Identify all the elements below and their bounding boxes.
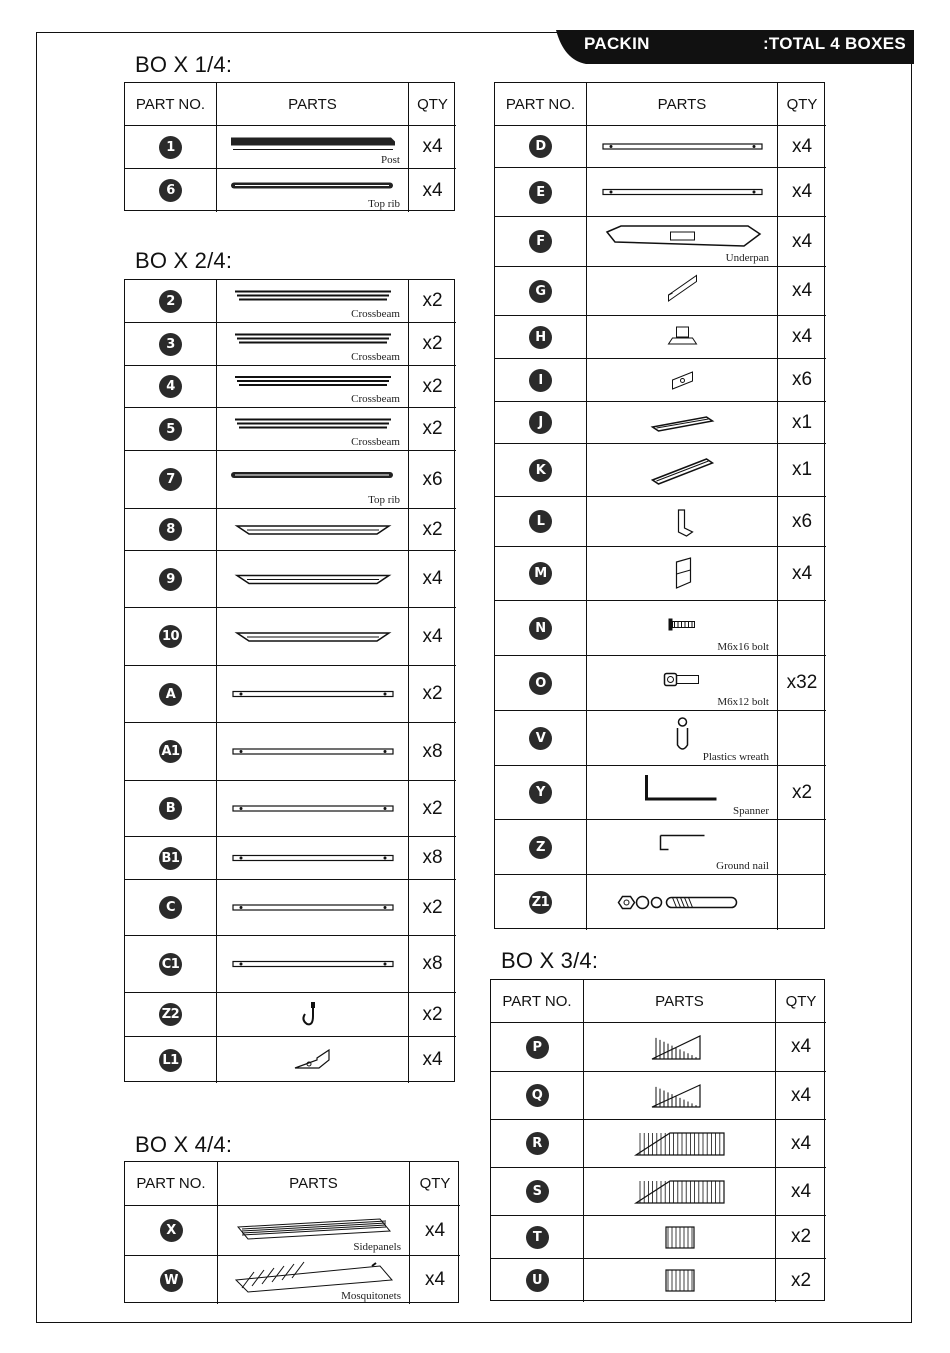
- part-caption: Crossbeam: [351, 351, 400, 363]
- part-no-cell: [125, 936, 217, 992]
- part-image-cell: [217, 408, 409, 450]
- part-image-cell: [584, 1216, 776, 1258]
- qty-cell: x4: [422, 1049, 443, 1070]
- part-number-badge: K: [529, 459, 552, 482]
- flat-bar-icon: [227, 844, 399, 878]
- qty-cell: x4: [422, 625, 443, 647]
- part-caption: Top rib: [368, 494, 400, 506]
- part-image-cell: [587, 444, 778, 496]
- part-caption: Post: [381, 154, 400, 166]
- part-number-badge: A: [159, 683, 182, 706]
- qty-cell: x2: [790, 1269, 812, 1291]
- part-no-cell: [495, 766, 587, 819]
- part-number-badge: C: [159, 896, 182, 919]
- qty-cell: x6: [791, 369, 813, 390]
- qty-cell: x4: [790, 1132, 812, 1154]
- part-image-cell: [217, 993, 409, 1036]
- part-image-cell: [587, 711, 778, 765]
- qty-cell: x2: [422, 1003, 443, 1025]
- panel-trapezoid-icon: [594, 1127, 766, 1166]
- part-image-cell: [587, 766, 778, 819]
- table-row: [125, 126, 456, 169]
- part-caption: Plastics wreath: [702, 751, 769, 763]
- table-row: [495, 497, 826, 547]
- part-image-cell: [587, 820, 778, 874]
- part-number-badge: Z: [529, 836, 552, 859]
- part-number-badge: 10: [159, 625, 182, 648]
- part-image-cell: [217, 666, 409, 722]
- table-row: [495, 711, 826, 766]
- post-bar-icon: [227, 129, 399, 163]
- table-row: [125, 551, 456, 608]
- table-row: [495, 444, 826, 497]
- header-part-no: PART NO.: [495, 83, 587, 125]
- part-no-cell: [495, 601, 587, 655]
- tapered-bar-icon: [227, 558, 399, 606]
- table-row: [125, 451, 456, 509]
- table-row: [491, 1259, 826, 1302]
- part-no-cell: [495, 656, 587, 710]
- table-row: [495, 547, 826, 601]
- header-parts: PARTS: [584, 980, 776, 1022]
- qty-cell: x4: [424, 1219, 446, 1241]
- plate-icon: [597, 366, 768, 400]
- part-number-badge: D: [529, 135, 552, 158]
- part-image-cell: [587, 359, 778, 401]
- table-header-row: [491, 980, 826, 1023]
- part-image-cell: [587, 656, 778, 710]
- right-table: [494, 82, 825, 929]
- qty-cell: x4: [791, 562, 813, 584]
- panel-triangle-icon: [594, 1079, 766, 1118]
- part-image-cell: [217, 723, 409, 780]
- table-row: [125, 993, 456, 1037]
- part-image-cell: [218, 1206, 410, 1255]
- table-row: [125, 1256, 460, 1304]
- qty-cell: x2: [422, 375, 443, 397]
- part-no-cell: [125, 837, 217, 879]
- part-caption: Crossbeam: [351, 393, 400, 405]
- table-header-row: [125, 83, 456, 126]
- mount-icon: [597, 323, 768, 357]
- part-caption: Spanner: [732, 805, 769, 817]
- part-number-badge: U: [526, 1269, 549, 1292]
- header-qty: QTY: [419, 1175, 451, 1192]
- part-caption: M6x16 bolt: [717, 641, 769, 653]
- qty-cell: x2: [422, 896, 443, 918]
- l-bracket-icon: [597, 504, 768, 545]
- part-caption: Underpan: [725, 252, 769, 264]
- table-row: [125, 1037, 456, 1083]
- qty-cell: x4: [791, 280, 813, 301]
- table-row: [125, 781, 456, 837]
- part-no-cell: [125, 323, 217, 365]
- part-image-cell: [217, 608, 409, 665]
- part-caption: Mosquitonets: [341, 1290, 401, 1302]
- channel-icon: [597, 274, 768, 314]
- part-number-badge: G: [529, 280, 552, 303]
- box1-title: BO X 1/4:: [135, 52, 233, 77]
- part-no-cell: [495, 875, 587, 930]
- qty-cell: x2: [791, 781, 813, 803]
- part-no-cell: [495, 820, 587, 874]
- header-parts: PARTS: [217, 83, 409, 125]
- part-number-badge: V: [529, 727, 552, 750]
- table-row: [125, 408, 456, 451]
- part-number-badge: F: [529, 230, 552, 253]
- part-number-badge: M: [529, 562, 552, 585]
- part-number-badge: P: [526, 1036, 549, 1059]
- header-part-no: PART NO.: [491, 980, 584, 1022]
- part-image-cell: [587, 497, 778, 546]
- part-image-cell: [584, 1259, 776, 1302]
- part-number-badge: B: [159, 797, 182, 820]
- flat-bar-icon: [227, 887, 399, 934]
- table-header-row: [125, 1162, 460, 1206]
- qty-cell: x8: [422, 847, 443, 868]
- table-row: [495, 820, 826, 875]
- panel-rect-icon: [594, 1223, 766, 1257]
- header-part-no: PART NO.: [125, 83, 217, 125]
- box4-table: [124, 1161, 459, 1303]
- part-image-cell: [217, 366, 409, 407]
- part-image-cell: [587, 126, 778, 167]
- part-no-cell: [125, 666, 217, 722]
- part-number-badge: 8: [159, 518, 182, 541]
- table-row: [491, 1216, 826, 1259]
- part-number-badge: S: [526, 1180, 549, 1203]
- table-row: [495, 217, 826, 267]
- part-no-cell: [125, 781, 217, 836]
- table-row: [125, 509, 456, 551]
- table-row: [125, 666, 456, 723]
- table-row: [125, 723, 456, 781]
- table-row: [491, 1168, 826, 1216]
- qty-cell: x2: [790, 1226, 812, 1247]
- header-parts: PARTS: [218, 1162, 410, 1205]
- part-image-cell: [217, 781, 409, 836]
- part-image-cell: [217, 280, 409, 322]
- qty-cell: x8: [422, 740, 443, 762]
- part-number-badge: Z2: [159, 1003, 182, 1026]
- part-caption: Crossbeam: [351, 436, 400, 448]
- qty-cell: x4: [422, 568, 443, 589]
- table-row: [495, 168, 826, 217]
- table-row: [495, 359, 826, 402]
- part-number-badge: 4: [159, 375, 182, 398]
- part-no-cell: [125, 723, 217, 780]
- part-image-cell: [217, 1037, 409, 1083]
- qty-cell: [778, 711, 826, 765]
- part-number-badge: Q: [526, 1084, 549, 1107]
- part-image-cell: [217, 837, 409, 879]
- header-banner: [556, 30, 914, 64]
- part-no-cell: [125, 451, 217, 508]
- qty-cell: x4: [791, 181, 813, 202]
- part-no-cell: [125, 880, 217, 935]
- header-right: :TOTAL 4 BOXES: [762, 34, 906, 53]
- header-qty: QTY: [417, 95, 448, 113]
- part-no-cell: [495, 547, 587, 600]
- part-image-cell: [584, 1072, 776, 1119]
- qty-cell: [778, 820, 826, 874]
- qty-cell: x2: [422, 290, 443, 311]
- part-image-cell: [587, 875, 778, 930]
- qty-cell: x4: [790, 1180, 812, 1202]
- table-row: [125, 608, 456, 666]
- qty-cell: x4: [424, 1269, 446, 1290]
- part-no-cell: [495, 316, 587, 358]
- part-number-badge: Y: [529, 781, 552, 804]
- box3-title: BO X 3/4:: [501, 948, 599, 973]
- part-no-cell: [125, 408, 217, 450]
- flat-bar-icon: [227, 943, 399, 991]
- part-number-badge: 1: [159, 136, 182, 159]
- qty-cell: x4: [791, 326, 813, 347]
- part-image-cell: [218, 1256, 410, 1304]
- part-image-cell: [587, 402, 778, 443]
- part-number-badge: W: [160, 1269, 183, 1292]
- corner-icon: [597, 554, 768, 599]
- part-caption: Ground nail: [716, 860, 769, 872]
- flat-bar-icon: [597, 133, 768, 166]
- table-row: [495, 402, 826, 444]
- part-no-cell: [491, 1072, 584, 1119]
- table-row: [495, 267, 826, 316]
- tapered-bar-icon: [227, 516, 399, 549]
- panel-triangle-icon: [594, 1030, 766, 1070]
- part-no-cell: [491, 1216, 584, 1258]
- table-row: [495, 656, 826, 711]
- table-row: [125, 323, 456, 366]
- part-image-cell: [587, 217, 778, 266]
- table-row: [125, 880, 456, 936]
- header-part-no: PART NO.: [125, 1162, 218, 1205]
- part-number-badge: C1: [159, 953, 182, 976]
- qty-cell: x1: [791, 459, 813, 480]
- part-number-badge: O: [529, 672, 552, 695]
- part-no-cell: [491, 1259, 584, 1302]
- part-number-badge: 5: [159, 418, 182, 441]
- header-qty: QTY: [785, 992, 817, 1010]
- part-number-badge: T: [526, 1226, 549, 1249]
- part-no-cell: [125, 126, 217, 168]
- part-no-cell: [125, 1037, 217, 1083]
- anchor-set-icon: [597, 882, 768, 928]
- qty-cell: x4: [791, 230, 813, 252]
- part-image-cell: [217, 126, 409, 168]
- flat-bar-icon: [597, 175, 768, 215]
- flat-bar-icon: [227, 673, 399, 721]
- part-no-cell: [495, 168, 587, 216]
- part-no-cell: [125, 1256, 218, 1304]
- qty-cell: x2: [422, 797, 443, 819]
- part-no-cell: [491, 1168, 584, 1215]
- part-no-cell: [125, 280, 217, 322]
- frame-bar-icon: [597, 409, 768, 442]
- part-number-badge: 6: [159, 179, 182, 202]
- header-left: PACKIN: [584, 34, 650, 53]
- table-row: [491, 1120, 826, 1168]
- part-no-cell: [495, 497, 587, 546]
- part-image-cell: [584, 1120, 776, 1167]
- tapered-bar-icon: [227, 615, 399, 664]
- part-number-badge: 9: [159, 568, 182, 591]
- angle-bracket-icon: [227, 1044, 399, 1081]
- table-row: [125, 366, 456, 408]
- part-no-cell: [125, 993, 217, 1036]
- part-no-cell: [491, 1023, 584, 1071]
- part-image-cell: [217, 323, 409, 365]
- table-row: [125, 280, 456, 323]
- part-no-cell: [125, 1206, 218, 1255]
- part-image-cell: [587, 316, 778, 358]
- table-row: [495, 875, 826, 930]
- qty-cell: x4: [422, 179, 443, 201]
- part-caption: M6x12 bolt: [717, 696, 769, 708]
- box2-table: [124, 279, 455, 1082]
- part-no-cell: [495, 444, 587, 496]
- box2-title: BO X 2/4:: [135, 248, 233, 273]
- table-row: [491, 1072, 826, 1120]
- table-header-row: [495, 83, 826, 126]
- part-number-badge: X: [160, 1219, 183, 1242]
- part-image-cell: [217, 169, 409, 212]
- part-image-cell: [217, 551, 409, 607]
- part-image-cell: [217, 880, 409, 935]
- part-number-badge: 7: [159, 468, 182, 491]
- part-number-badge: L1: [159, 1049, 182, 1072]
- table-row: [125, 837, 456, 880]
- header-qty: QTY: [786, 95, 818, 113]
- box4-title: BO X 4/4:: [135, 1132, 233, 1157]
- qty-cell: x2: [422, 518, 443, 540]
- part-no-cell: [125, 366, 217, 407]
- part-number-badge: E: [529, 181, 552, 204]
- qty-cell: x8: [422, 953, 443, 974]
- part-number-badge: A1: [159, 740, 182, 763]
- table-row: [495, 766, 826, 820]
- part-no-cell: [125, 169, 217, 212]
- qty-cell: [778, 875, 826, 930]
- table-row: [495, 316, 826, 359]
- part-image-cell: [587, 168, 778, 216]
- part-number-badge: L: [529, 510, 552, 533]
- panel-rect-icon: [594, 1266, 766, 1300]
- qty-cell: x4: [791, 135, 813, 157]
- hook-icon: [227, 1000, 399, 1035]
- part-number-badge: H: [529, 326, 552, 349]
- part-no-cell: [125, 509, 217, 550]
- qty-cell: [778, 601, 826, 655]
- part-image-cell: [217, 509, 409, 550]
- flat-bar-icon: [227, 730, 399, 779]
- part-no-cell: [495, 402, 587, 443]
- panel-trapezoid-icon: [594, 1175, 766, 1214]
- part-number-badge: I: [529, 369, 552, 392]
- part-number-badge: B1: [159, 847, 182, 870]
- part-no-cell: [495, 126, 587, 167]
- part-caption: Crossbeam: [351, 308, 400, 320]
- part-number-badge: J: [529, 411, 552, 434]
- part-no-cell: [491, 1120, 584, 1167]
- part-image-cell: [587, 267, 778, 315]
- qty-cell: x4: [422, 136, 443, 157]
- part-number-badge: 2: [159, 290, 182, 313]
- qty-cell: x6: [791, 510, 813, 532]
- qty-cell: x4: [790, 1084, 812, 1106]
- part-number-badge: 3: [159, 333, 182, 356]
- part-image-cell: [587, 601, 778, 655]
- flat-bar-icon: [227, 788, 399, 835]
- table-row: [495, 126, 826, 168]
- qty-cell: x2: [422, 418, 443, 439]
- box1-table: [124, 82, 455, 211]
- part-no-cell: [125, 608, 217, 665]
- part-no-cell: [495, 217, 587, 266]
- part-image-cell: [584, 1168, 776, 1215]
- header-parts: PARTS: [587, 83, 778, 125]
- part-number-badge: Z1: [529, 891, 552, 914]
- qty-cell: x1: [791, 411, 813, 433]
- part-no-cell: [495, 711, 587, 765]
- part-number-badge: N: [529, 617, 552, 640]
- part-no-cell: [495, 359, 587, 401]
- part-caption: Top rib: [368, 198, 400, 210]
- part-number-badge: R: [526, 1132, 549, 1155]
- table-row: [495, 601, 826, 656]
- table-row: [491, 1023, 826, 1072]
- table-row: [125, 1206, 460, 1256]
- qty-cell: x2: [422, 683, 443, 704]
- part-no-cell: [495, 267, 587, 315]
- part-no-cell: [125, 551, 217, 607]
- table-row: [125, 936, 456, 993]
- part-caption: Sidepanels: [353, 1241, 401, 1253]
- frame-bar-icon: [597, 451, 768, 495]
- qty-cell: x32: [786, 672, 818, 693]
- box3-table: [490, 979, 825, 1301]
- part-image-cell: [217, 936, 409, 992]
- part-image-cell: [587, 547, 778, 600]
- part-image-cell: [584, 1023, 776, 1071]
- qty-cell: x2: [422, 333, 443, 354]
- part-image-cell: [217, 451, 409, 508]
- table-row: [125, 169, 456, 212]
- qty-cell: x4: [790, 1036, 812, 1057]
- qty-cell: x6: [422, 468, 443, 490]
